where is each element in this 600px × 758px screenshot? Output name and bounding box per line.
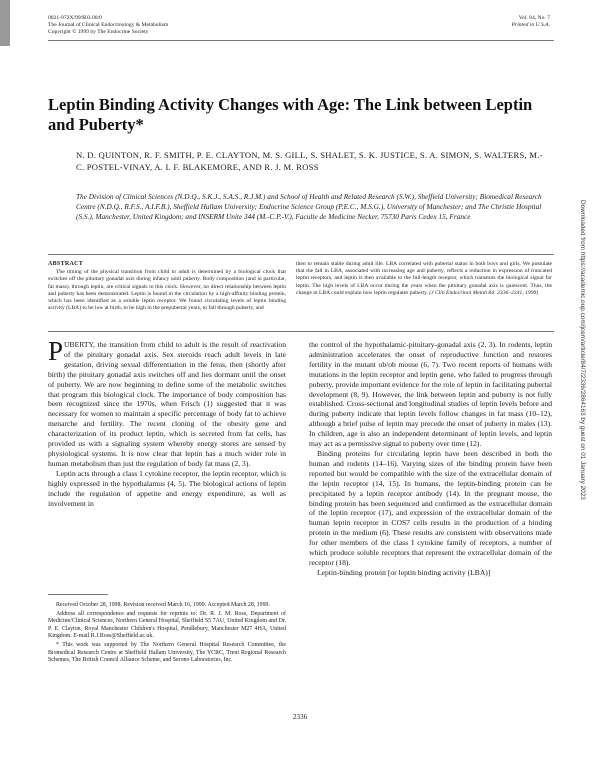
correspondence-note: Address all correspondence and requests for reprints to: Dr. R. J. M. Ross, Department of Medicine/Clinical Sciences, Northern General Hospital, Sheffield S5 7AU, United Kingdom and Dr. P. E. Clayton, Royal Manchester Children's Hospital, Pendlebury, Manchester M27 4HA, United Kingdom. E-mail R.J.Ross@Sheffield.ac.uk. [48,610,286,640]
author-list: N. D. QUINTON, R. F. SMITH, P. E. CLAYTON, M. S. GILL, S. SHALET, S. K. JUSTICE, S. A. SIMON, S. WALTERS, M.-C. POSTEL-VINAY, A. I. F. BLAKEMORE, AND R. J. M. ROSS [76,150,543,172]
abstract-text-part2 [296,261,552,297]
copyright-line: Copyright © 1999 by The Endocrine Society [48,29,149,35]
page-number: 2336 [292,713,308,721]
drop-cap: P [48,336,64,366]
intro-paragraph-1-text: the transition from child to adult is the result of reactivation of the pituitary gonadal axis. Sex steroids reach adult levels in late gestation, driving sexual differentiation in the fetus, then (shortly after birth) the pituitary gonadal axis switches off and lies dormant until the onset of puberty. We are now beginning to define some of the metabolic switches that program this biological clock. The importance of body composition has been recognized since the 1970s, when Frisch (1) suggested that it was necessary for women to maintain a specific percentage of body fat to achieve menarche and fertility. The recent cloning of the obesity gene and characterization of its product leptin, which is secreted from fat cells, has provided us with a signaling system whereby energy stores are sensed by physiological systems. It is now clear that leptin has a much wider role in human metabolism than just the regulation of body fat mass (2, 3). [48,340,286,468]
volume-number: Vol. 84, No. 7 [518,15,550,21]
right-paragraph-2: Binding proteins for circulating leptin have been described in both the human and rodents (14–16). Varying sizes of the binding protein have been reported but would be compatible with the size of the extracellular domain of the leptin receptor (14, 15). In humans, the leptin-binding protein can be precipitated by a leptin receptor antibody (14). In the pregnant mouse, the binding protein has been sequenced and confirmed as the extracellular domain of the leptin receptor (17), and expression of the extracellular domain of the human leptin receptor in COS7 cells results in the production of a binding protein in the medium (6). These results are consistent with observations made for other members of the class I cytokine family of receptors, a number of which produce soluble receptors that represent the extracellular domain of the receptor (18). [309,448,552,567]
abstract-text-part1: The timing of the physical transition from child to adult is determined by a biological clock that switches off the pituitary gonadal axis during infancy until puberty. Body composition (and in particular, fat mass), through leptin, are critical signals to this clock. However, no direct relationship between leptin and puberty has been demonstrated. Leptin is bound in the circulation by a high-affinity binding protein, which has been identified as a soluble leptin receptor. We found circulating levels of leptin binding activity (LBA) to be low at birth, to be high in the prepubertal years, to fall through puberty, and [48,269,286,312]
download-watermark [574,200,588,580]
body-column-right [309,340,552,578]
journal-name: The Journal of Clinical Endocrinology & Metabolism [48,22,169,28]
printed-location: Printed in U.S.A. [511,22,550,28]
affiliations: The Division of Clinical Sciences (N.D.Q., S.K.J., S.A.S., R.J.M.) and School of Health and Related Research (S.W.), Sheffield University; Biomedical Research Centre (N.D.Q., R.F.S., A.I.F.B.), Sheffield Hallam University; Endocrine Science Group (P.E.C., M.S.G.), University of Manchester; and The Christie Hospital (S.S.), Manchester, United Kingdom; and INSERM Unite 344 (M.-C.P.-V.), Faculte de Medicine Necker, 75730 Paris Cedex 15, France [76,192,542,221]
download-watermark-text: Downloaded from https://academic.oup.com/jcem/article/84/7/2336/2864163 by guest on 01 January 2023 [579,200,586,500]
right-paragraph-3: Leptin-binding protein [or leptin binding activity (LBA)] [317,567,491,577]
abstract-top-rule [48,254,554,255]
intro-first-word: UBERTY, [64,340,95,349]
issn-code: 0021-972X/99/$03.00/0 [48,15,102,21]
margin-tab [0,0,10,46]
article-title: Leptin Binding Activity Changes with Age: The Link between Leptin and Puberty* [48,95,533,134]
right-paragraph-1: the control of the hypothalamic-pituitary-gonadal axis (2, 3). In rodents, leptin administration accelerates the onset of reproductive function and restores fertility in the mutant ob/ob mouse (6, 7). Two recent reports of humans with mutations in the leptin receptor and leptin gene, who failed to progress through puberty, provide important evidence for the role of leptin in facilitating pubertal development (8, 9). However, the link between leptin and puberty is not fully established. Cross-sectional and longitudinal studies of leptin levels before and during puberty indicate that leptin levels follow changes in fat mass (10–12), although a brief pulse of leptin may precede the onset of puberty in males (13). In children, age is also an independent determinant of leptin levels, and leptin may act as a permissive signal to puberty over time (12). [309,340,552,449]
abstract-bottom-rule [48,331,554,332]
header-rule [48,40,554,41]
intro-paragraph-1 [48,336,286,469]
footnote-rule [48,594,108,595]
abstract-heading: ABSTRACT [48,261,84,267]
body-column-left [48,336,286,508]
funding-note: * This work was supported by The Northern General Hospital Research Committee, the Biomedical Research Centre at Sheffield Hallam University, The YCRC, Trent Regional Research Schemes, The British Council Alliance Scheme, and Serono Laboratories, Inc. [48,641,286,664]
abstract-column-right [296,261,552,297]
received-dates: Received October 28, 1998. Revision received March 16, 1999. Accepted March 28, 1999. [56,602,270,608]
abstract-text-part2-body: then to remain stable during adult life. LBA correlated with pubertal status in both boys and girls. We postulate that the fall in LBA, associated with increasing age and puberty, reflects a reduction in expression of truncated leptin receptors, and leptin is then available to the full-length receptor, which transmits the biological signal for leptin. The high levels of LBA occur during the years when the pituitary gonadal axis is quiescent. Thus, the change in LBA could explain how leptin regulates puberty. [296,261,552,296]
footnotes [48,602,286,666]
abstract-citation: (J Clin Endocrinol Metab 84: 2336–2341, 1999) [429,289,539,296]
journal-header [48,15,168,36]
abstract-column-left [48,261,286,312]
intro-paragraph-2: Leptin acts through a class 1 cytokine receptor, the leptin receptor, which is highly expressed in the hypothalamus (4, 5). The biological actions of leptin include the regulation of appetite and energy expenditure, as well as involvement in [48,468,286,508]
issue-header [512,15,550,29]
